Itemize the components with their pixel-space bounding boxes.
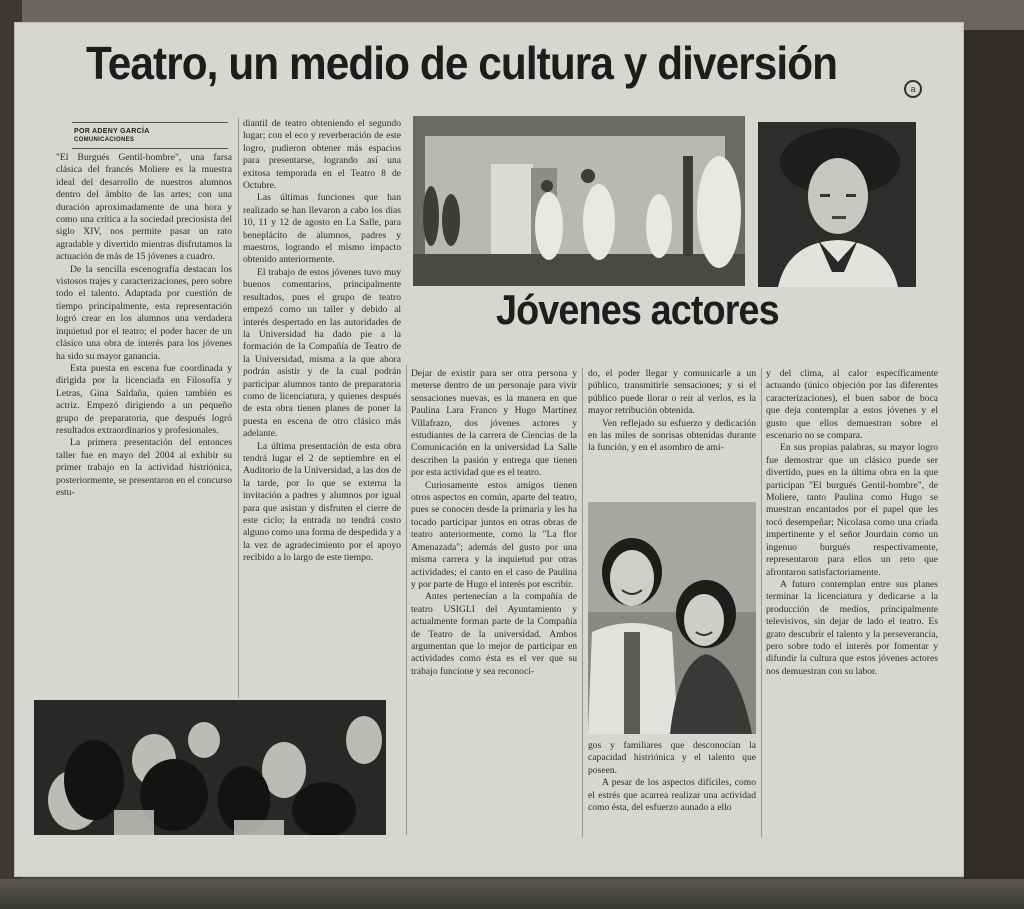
article-paragraph: A pesar de los aspectos difíciles, como el estrés que acarrea realizar una actividad como ésta, del esfuerzo aunado a ello bbox=[588, 777, 756, 814]
subhead: Jóvenes actores bbox=[496, 286, 779, 333]
article-paragraph: A futuro contemplan entre sus planes terminar la licenciatura y dedicarse a la producción de medios, principalmente televisivos, sin dejar de lado el teatro. Es grato descubrir el talento y la perseverancia, pero sobre todo el interés por fomentar y difundir la cultura que estos jóvenes actores nos demuestran con su labor. bbox=[766, 578, 938, 677]
article-column-4-continued bbox=[588, 740, 756, 838]
byline-section: COMUNICACIONES bbox=[74, 137, 135, 143]
article-paragraph: gos y familiares que desconocían la capacidad histriónica y el talento que poseen. bbox=[588, 740, 756, 776]
headline-mark: a bbox=[904, 80, 922, 98]
article-paragraph: Las últimas funciones que han realizado se han llevaron a cabo los días 10, 11 y 12 de agosto en La Salle, para beneplácito de alumnos, padres y maestros, logrando el mismo impacto obtenido anteriormente. bbox=[243, 192, 401, 266]
byline-author: POR ADENY GARCÍA bbox=[74, 128, 150, 135]
column-divider bbox=[582, 368, 583, 838]
column-divider bbox=[406, 365, 407, 835]
byline-rule-bottom bbox=[72, 148, 228, 149]
stage-photo bbox=[413, 116, 745, 286]
column-divider bbox=[238, 118, 239, 698]
article-paragraph: Ven reflejado su esfuerzo y dedicación en las miles de sonrisas obtenidas durante la función, y en el asombro de ami- bbox=[588, 417, 756, 454]
actors-photo bbox=[588, 502, 756, 734]
article-paragraph: En sus propias palabras, su mayor logro fue demostrar que un clásico puede ser divertido, pues en la última obra en la que participan "El burgués Gentil-hombre", de Moliere, tanto Paulina como Hugo se muestran encantados por el papel que les tocó desempeñar; Nicolasa como una criada impertinente y el señor Jourdain como un ingenuo burgués respectivamente, representaron para ellos un reto que afrontaron satisfactoriamente. bbox=[766, 442, 938, 578]
article-paragraph: Esta puesta en escena fue coordinada y dirigida por la licenciada en Filosofía y Letras, Gina Saldaña, quien también es actriz. Empezó dirigiendo a un pequeño grupo de preparatoria, que después logró resultados extraordinarios y profesionales. bbox=[56, 362, 232, 436]
article-column-4 bbox=[588, 368, 756, 493]
article-paragraph: "El Burgués Gentil-hombre", una farsa clásica del francés Moliere es la muestra ideal del desarrollo de nuestros alumnos dentro del ámbito de las artes; con una duración aproximadamente de una hora y como una crítica a la sociedad preciosista del siglo XIV, nos permite pasar un rato agradable y divertido mientras disfrutamos la actuación de más de 15 jóvenes a cuadro. bbox=[56, 152, 232, 263]
byline-rule-top bbox=[72, 122, 228, 123]
column-divider bbox=[761, 368, 762, 838]
article-paragraph: Dejar de existir para ser otra persona y meterse dentro de un personaje para vivir sensaciones nuevas, es la manera en que Paulina Lara Franco y Hugo Martínez Villafrazo, dos jóvenes actores y estudiantes de la carrera de Ciencias de la Comunicación en la universidad La Salle describen la pasión y entrega que tienen por esta actividad que es el teatro. bbox=[411, 368, 577, 479]
article-paragraph: do, el poder llegar y comunicarle a un público, transmitirle sensaciones; y si el público puede llorar o reír al verlos, es la mayor retribución obtenida. bbox=[588, 368, 756, 417]
article-paragraph: Antes pertenecían a la compañía de teatro USIGLI del Ayuntamiento y actualmente forman parte de la Compañía de Teatro de la universidad. Ambos argumentan que lo mejor de participar en actividades como ésta es el ver que su trabajo funcione y sea reconoci- bbox=[411, 591, 577, 677]
article-paragraph: La última presentación de esta obra tendrá lugar el 2 de septiembre en el Auditorio de la Universidad, a las dos de la tarde, por lo que se externa la invitación a padres y alumnos por igual para que asistan y disfruten el cierre de este ciclo; la entrada no tendrá costo alguno como una forma de despedida y a la vez de agradecimiento por el apoyo recibido a lo largo de este tiempo. bbox=[243, 440, 401, 564]
article-column-2 bbox=[243, 118, 401, 698]
background-right bbox=[964, 30, 1024, 909]
audience-photo bbox=[34, 700, 386, 835]
article-paragraph: y del clima, al calor específicamente actuando (único objeción por las diferentes caracterizaciones), el buen sabor de boca que deja contemplar a estos jóvenes y el gusto que ellos demuestran sobre el escenario no se compara. bbox=[766, 368, 938, 442]
article-column-5 bbox=[766, 368, 938, 838]
article-paragraph: diantil de teatro obteniendo el segundo lugar; con el eco y reverberación de este logro, pudieron obtener más espacios para presentarse, logrando así una exitosa temporada en el Teatro 8 de Octubre. bbox=[243, 118, 401, 192]
background-bottom bbox=[0, 879, 1024, 909]
article-column-1 bbox=[56, 152, 232, 697]
article-paragraph: De la sencilla escenografía destacan los vistosos trajes y caracterizaciones, pero sobre todo el talento. Adaptada por cuestión de tiempo principalmente, esta representación logró crear en los alumnos una verdadera inquietud por el teatro; el poder hacer de un clásico una obra de interés para los jóvenes ha sido su mayor ganancia. bbox=[56, 263, 232, 362]
article-paragraph: La primera presentación del entonces taller fue en mayo del 2004 al exhibir su primer trabajo en la actividad histriónica, posteriormente, se presentaron en el concurso estu- bbox=[56, 437, 232, 498]
byline bbox=[74, 127, 234, 145]
article-paragraph: Curiosamente estos amigos tienen otros aspectos en común, aparte del teatro, pues se conocen desde la primaria y les ha tocado participar juntos en otras obras de teatro anteriormente, como la "La flor Amenazada"; además del gusto por una misma carrera y la inquietud por otras actividades; el canto en el caso de Paulina y por parte de Hugo el interés por escribir. bbox=[411, 479, 577, 590]
actor-portrait-photo bbox=[758, 122, 916, 287]
article-column-3 bbox=[411, 368, 577, 838]
article-paragraph: El trabajo de estos jóvenes tuvo muy buenos comentarios, principalmente resultados, pues el grupo de teatro empezó como un taller y debido al interés despertado en las autoridades de la Universidad ha dado pie a la formación de la Compañía de Teatro de la Universidad, misma a la que ahora podrán asistir y de la cual podrán participar alumnos tanto de preparatoria como de licenciatura, y quienes después de esta obra tienen planes de poner la puesta en escena de otro clásico más adelante. bbox=[243, 266, 401, 440]
headline: Teatro, un medio de cultura y diversión bbox=[86, 37, 838, 89]
